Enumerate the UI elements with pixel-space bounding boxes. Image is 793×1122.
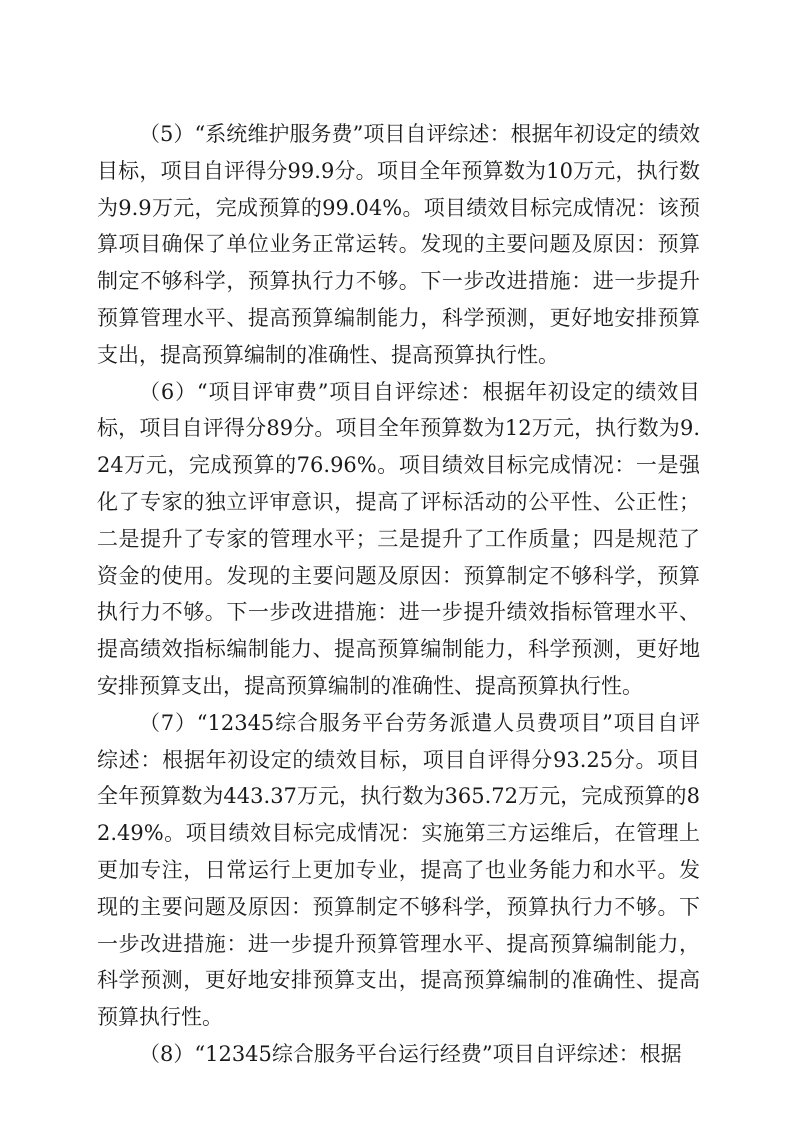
paragraph-item-8: （8）“12345综合服务平台运行经费”项目自评综述：根据 <box>139 1041 682 1066</box>
paragraph-item-6: （6）“项目评审费”项目自评综述：根据年初设定的绩效目标，项目自评得分89分。项目全年预算数为12万元，执行数为9.24万元，完成预算的76.96%。项目绩效目标完成情况：一是强化了专家的独立评审意识，提高了评标活动的公平性、公正性；二是提升了专家的管理水平；三是提升了工作质量；四是规范了资金的使用。发现的主要问题及原因：预算制定不够科学，预算执行力不够。下一步改进措施：进一步提升绩效指标管理水平、提高绩效指标编制能力、提高预算编制能力，科学预测，更好地安排预算支出，提高预算编制的准确性、提高预算执行性。 <box>97 379 700 698</box>
paragraph-item-7: （7）“12345综合服务平台劳务派遣人员费项目”项目自评综述：根据年初设定的绩效目标，项目自评得分93.25分。项目全年预算数为443.37万元，执行数为365.72万元，完成预算的82.49%。项目绩效目标完成情况：实施第三方运维后，在管理上更加专注，日常运行上更加专业，提高了也业务能力和水平。发现的主要问题及原因：预算制定不够科学，预算执行力不够。下一步改进措施：进一步提升预算管理水平、提高预算编制能力，科学预测，更好地安排预算支出，提高预算编制的准确性、提高预算执行性。 <box>97 710 700 1030</box>
paragraph-item-5: （5）“系统维护服务费”项目自评综述：根据年初设定的绩效目标，项目自评得分99.9分。项目全年预算数为10万元，执行数为9.9万元，完成预算的99.04%。项目绩效目标完成情况：该预算项目确保了单位业务正常运转。发现的主要问题及原因：预算制定不够科学，预算执行力不够。下一步改进措施：进一步提升预算管理水平、提高预算编制能力，科学预测，更好地安排预算支出，提高预算编制的准确性、提高预算执行性。 <box>97 122 700 367</box>
document-body <box>97 116 700 1073</box>
